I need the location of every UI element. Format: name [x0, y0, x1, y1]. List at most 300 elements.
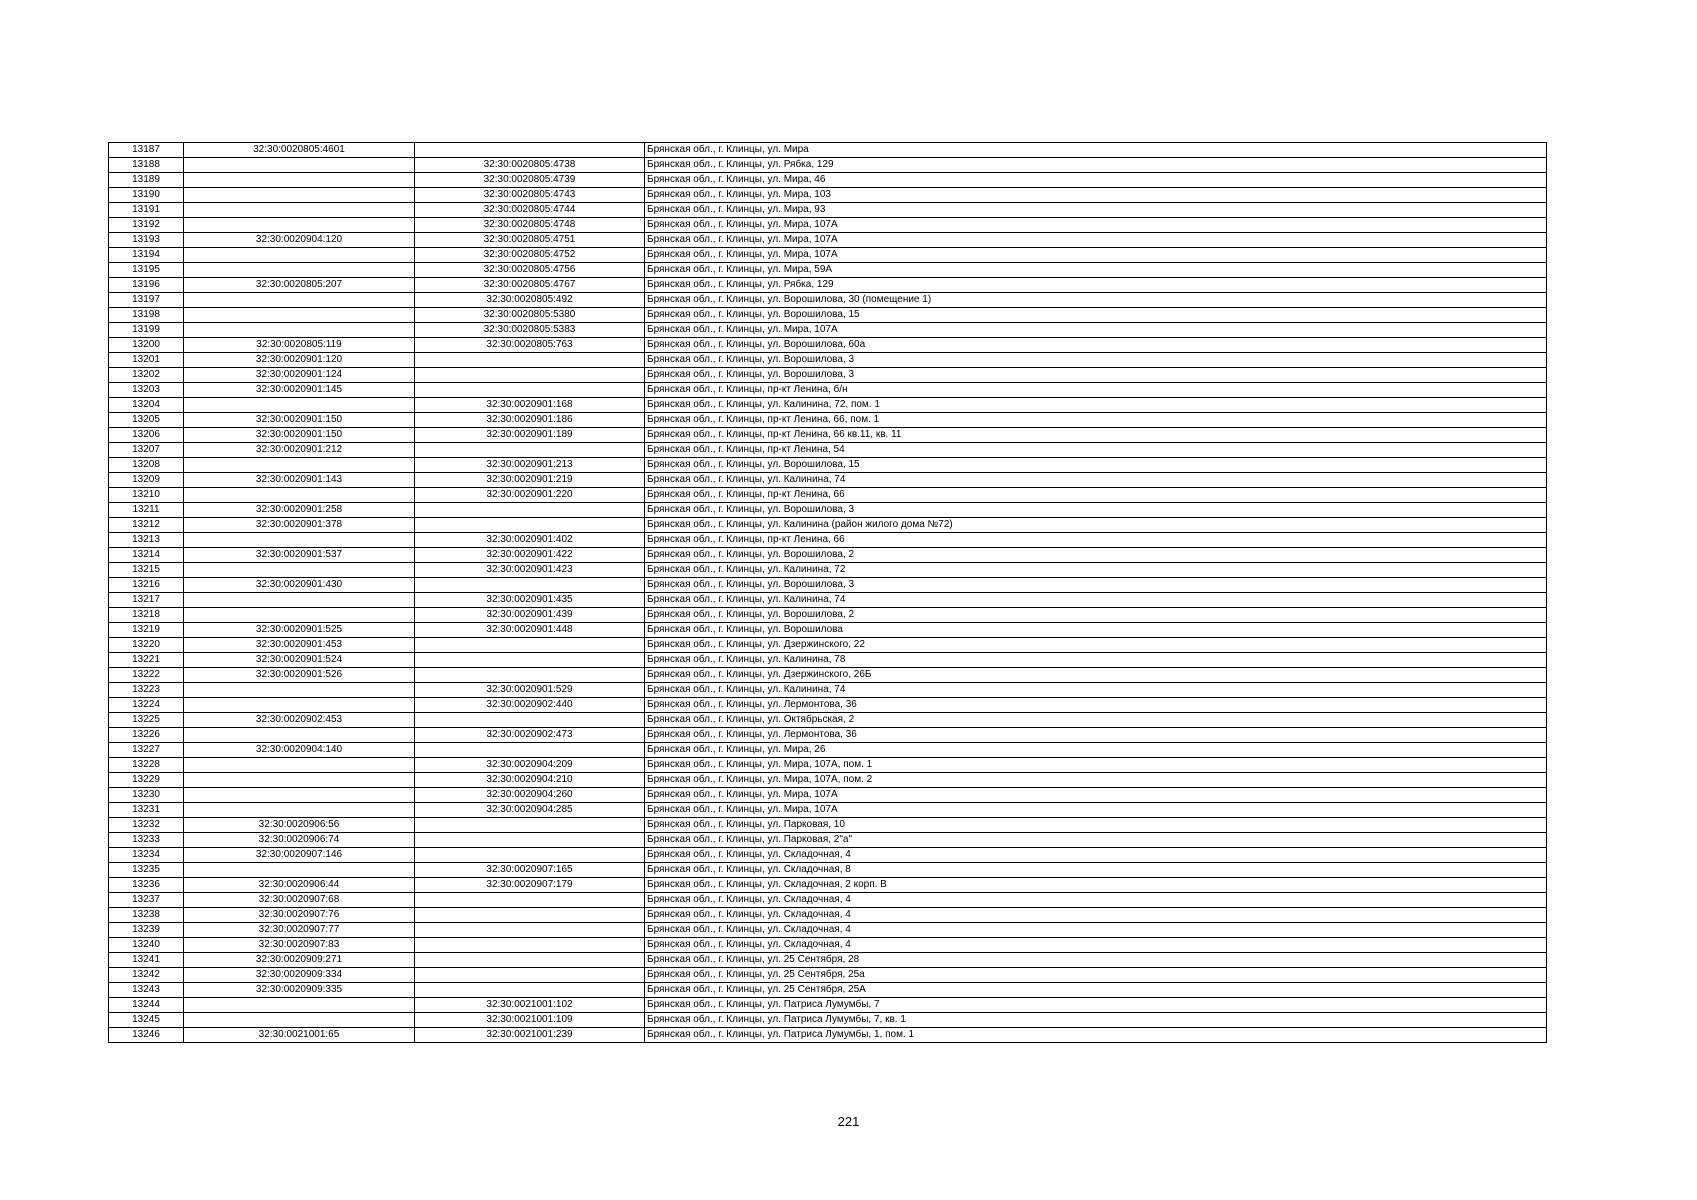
table-row [109, 788, 1547, 803]
cadastral-number-cell: 32:30:0020901:258 [184, 503, 415, 518]
address-cell: Брянская обл., г. Клинцы, ул. Складочная, 4 [645, 908, 1547, 923]
row-number-cell: 13236 [109, 878, 184, 893]
building-cadastral-number-cell: 32:30:0020805:763 [415, 338, 645, 353]
address-cell: Брянская обл., г. Клинцы, ул. 25 Сентября, 28 [645, 953, 1547, 968]
table-row [109, 713, 1547, 728]
address-cell: Брянская обл., г. Клинцы, пр-кт Ленина, 66 кв.11, кв. 11 [645, 428, 1547, 443]
building-cadastral-number-cell: 32:30:0020901:168 [415, 398, 645, 413]
building-cadastral-number-cell [415, 353, 645, 368]
table-row [109, 518, 1547, 533]
row-number-cell: 13219 [109, 623, 184, 638]
row-number-cell: 13225 [109, 713, 184, 728]
table-row [109, 278, 1547, 293]
cadastral-number-cell: 32:30:0020909:271 [184, 953, 415, 968]
address-cell: Брянская обл., г. Клинцы, ул. Мира, 107А [645, 788, 1547, 803]
address-cell: Брянская обл., г. Клинцы, ул. Калинина (район жилого дома №72) [645, 518, 1547, 533]
cadastral-number-cell: 32:30:0020906:56 [184, 818, 415, 833]
building-cadastral-number-cell: 32:30:0020907:179 [415, 878, 645, 893]
row-number-cell: 13228 [109, 758, 184, 773]
address-cell: Брянская обл., г. Клинцы, ул. Ворошилова, 3 [645, 368, 1547, 383]
building-cadastral-number-cell: 32:30:0021001:109 [415, 1013, 645, 1028]
row-number-cell: 13226 [109, 728, 184, 743]
table-row [109, 608, 1547, 623]
address-cell: Брянская обл., г. Клинцы, ул. 25 Сентября, 25а [645, 968, 1547, 983]
address-cell: Брянская обл., г. Клинцы, ул. Мира, 107А [645, 803, 1547, 818]
building-cadastral-number-cell: 32:30:0021001:102 [415, 998, 645, 1013]
address-cell: Брянская обл., г. Клинцы, ул. Ворошилова, 3 [645, 503, 1547, 518]
cadastral-number-cell [184, 173, 415, 188]
cadastral-number-cell: 32:30:0020901:430 [184, 578, 415, 593]
row-number-cell: 13201 [109, 353, 184, 368]
table-row [109, 233, 1547, 248]
cadastral-number-cell: 32:30:0020906:74 [184, 833, 415, 848]
address-cell: Брянская обл., г. Клинцы, ул. Октябрьская, 2 [645, 713, 1547, 728]
table-row [109, 323, 1547, 338]
cadastral-number-cell: 32:30:0020901:143 [184, 473, 415, 488]
cadastral-number-cell: 32:30:0020901:150 [184, 413, 415, 428]
page-number: 221 [837, 1114, 860, 1129]
building-cadastral-number-cell: 32:30:0020901:529 [415, 683, 645, 698]
cadastral-number-cell: 32:30:0020805:4601 [184, 143, 415, 158]
row-number-cell: 13217 [109, 593, 184, 608]
cadastral-number-cell [184, 758, 415, 773]
building-cadastral-number-cell [415, 443, 645, 458]
building-cadastral-number-cell [415, 818, 645, 833]
row-number-cell: 13244 [109, 998, 184, 1013]
address-cell: Брянская обл., г. Клинцы, ул. Патриса Лумумбы, 1, пом. 1 [645, 1028, 1547, 1043]
row-number-cell: 13230 [109, 788, 184, 803]
building-cadastral-number-cell: 32:30:0020907:165 [415, 863, 645, 878]
table-row [109, 443, 1547, 458]
table-row [109, 818, 1547, 833]
building-cadastral-number-cell: 32:30:0020902:440 [415, 698, 645, 713]
cadastral-number-cell: 32:30:0020805:207 [184, 278, 415, 293]
row-number-cell: 13221 [109, 653, 184, 668]
table-row [109, 353, 1547, 368]
table-row [109, 248, 1547, 263]
building-cadastral-number-cell [415, 953, 645, 968]
building-cadastral-number-cell: 32:30:0020805:492 [415, 293, 645, 308]
address-cell: Брянская обл., г. Клинцы, ул. Складочная, 8 [645, 863, 1547, 878]
building-cadastral-number-cell [415, 653, 645, 668]
cadastral-number-cell: 32:30:0020906:44 [184, 878, 415, 893]
cadastral-number-cell: 32:30:0020901:145 [184, 383, 415, 398]
table-row [109, 728, 1547, 743]
table-row [109, 473, 1547, 488]
cadastral-number-cell: 32:30:0020901:150 [184, 428, 415, 443]
address-cell: Брянская обл., г. Клинцы, ул. Ворошилова, 3 [645, 353, 1547, 368]
table-row [109, 938, 1547, 953]
table-row [109, 998, 1547, 1013]
cadastral-number-cell [184, 158, 415, 173]
cadastral-number-cell: 32:30:0020904:120 [184, 233, 415, 248]
table-row [109, 563, 1547, 578]
building-cadastral-number-cell [415, 368, 645, 383]
address-cell: Брянская обл., г. Клинцы, пр-кт Ленина, 54 [645, 443, 1547, 458]
address-cell: Брянская обл., г. Клинцы, ул. Складочная, 4 [645, 893, 1547, 908]
building-cadastral-number-cell: 32:30:0020904:285 [415, 803, 645, 818]
cadastral-number-cell: 32:30:0020907:146 [184, 848, 415, 863]
address-cell: Брянская обл., г. Клинцы, пр-кт Ленина, 66 [645, 488, 1547, 503]
table-row [109, 458, 1547, 473]
building-cadastral-number-cell [415, 968, 645, 983]
cadastral-number-cell [184, 788, 415, 803]
row-number-cell: 13234 [109, 848, 184, 863]
cadastral-number-cell [184, 248, 415, 263]
address-cell: Брянская обл., г. Клинцы, ул. Мира, 26 [645, 743, 1547, 758]
cadastral-number-cell [184, 863, 415, 878]
building-cadastral-number-cell: 32:30:0020901:213 [415, 458, 645, 473]
cadastral-number-cell [184, 563, 415, 578]
table-row [109, 698, 1547, 713]
building-cadastral-number-cell: 32:30:0020805:4756 [415, 263, 645, 278]
cadastral-number-cell [184, 263, 415, 278]
cadastral-number-cell: 32:30:0020902:453 [184, 713, 415, 728]
building-cadastral-number-cell: 32:30:0020805:4744 [415, 203, 645, 218]
cadastral-number-cell [184, 683, 415, 698]
address-cell: Брянская обл., г. Клинцы, ул. Складочная, 4 [645, 938, 1547, 953]
row-number-cell: 13211 [109, 503, 184, 518]
cadastral-number-cell [184, 773, 415, 788]
cadastral-number-cell [184, 533, 415, 548]
cadastral-number-cell [184, 488, 415, 503]
address-cell: Брянская обл., г. Клинцы, ул. Калинина, 78 [645, 653, 1547, 668]
cadastral-number-cell: 32:30:0020901:378 [184, 518, 415, 533]
address-cell: Брянская обл., г. Клинцы, ул. Калинина, 72, пом. 1 [645, 398, 1547, 413]
table-row [109, 488, 1547, 503]
table-row [109, 833, 1547, 848]
row-number-cell: 13238 [109, 908, 184, 923]
table-row [109, 848, 1547, 863]
building-cadastral-number-cell [415, 503, 645, 518]
cadastral-number-cell [184, 203, 415, 218]
row-number-cell: 13197 [109, 293, 184, 308]
building-cadastral-number-cell [415, 578, 645, 593]
building-cadastral-number-cell: 32:30:0020901:189 [415, 428, 645, 443]
table-row [109, 743, 1547, 758]
building-cadastral-number-cell [415, 923, 645, 938]
table-row [109, 293, 1547, 308]
address-cell: Брянская обл., г. Клинцы, ул. Дзержинского, 22 [645, 638, 1547, 653]
table-row [109, 413, 1547, 428]
table-row [109, 338, 1547, 353]
building-cadastral-number-cell [415, 983, 645, 998]
building-cadastral-number-cell: 32:30:0020901:448 [415, 623, 645, 638]
cadastral-number-cell: 32:30:0020901:453 [184, 638, 415, 653]
address-cell: Брянская обл., г. Клинцы, пр-кт Ленина, 66, пом. 1 [645, 413, 1547, 428]
row-number-cell: 13191 [109, 203, 184, 218]
address-cell: Брянская обл., г. Клинцы, ул. Калинина, 74 [645, 593, 1547, 608]
table-row [109, 923, 1547, 938]
table-row [109, 908, 1547, 923]
building-cadastral-number-cell [415, 143, 645, 158]
table-row [109, 968, 1547, 983]
address-cell: Брянская обл., г. Клинцы, ул. Калинина, 72 [645, 563, 1547, 578]
table-row [109, 668, 1547, 683]
cadastral-number-cell [184, 608, 415, 623]
address-cell: Брянская обл., г. Клинцы, ул. Рябка, 129 [645, 278, 1547, 293]
cadastral-number-cell: 32:30:0020901:124 [184, 368, 415, 383]
row-number-cell: 13216 [109, 578, 184, 593]
table-row [109, 503, 1547, 518]
row-number-cell: 13209 [109, 473, 184, 488]
cadastral-number-cell: 32:30:0020907:68 [184, 893, 415, 908]
address-cell: Брянская обл., г. Клинцы, ул. Мира, 46 [645, 173, 1547, 188]
table-row [109, 878, 1547, 893]
row-number-cell: 13231 [109, 803, 184, 818]
table-row [109, 368, 1547, 383]
row-number-cell: 13246 [109, 1028, 184, 1043]
building-cadastral-number-cell [415, 938, 645, 953]
address-cell: Брянская обл., г. Клинцы, ул. Ворошилова, 30 (помещение 1) [645, 293, 1547, 308]
building-cadastral-number-cell: 32:30:0020805:4752 [415, 248, 645, 263]
cadastral-number-cell: 32:30:0021001:65 [184, 1028, 415, 1043]
building-cadastral-number-cell: 32:30:0020805:4743 [415, 188, 645, 203]
row-number-cell: 13206 [109, 428, 184, 443]
building-cadastral-number-cell: 32:30:0020805:5383 [415, 323, 645, 338]
table-row [109, 653, 1547, 668]
address-cell: Брянская обл., г. Клинцы, ул. Ворошилова, 60а [645, 338, 1547, 353]
cadastral-number-cell [184, 998, 415, 1013]
row-number-cell: 13193 [109, 233, 184, 248]
row-number-cell: 13213 [109, 533, 184, 548]
table-row [109, 143, 1547, 158]
row-number-cell: 13240 [109, 938, 184, 953]
cadastral-number-cell [184, 593, 415, 608]
building-cadastral-number-cell: 32:30:0020901:422 [415, 548, 645, 563]
building-cadastral-number-cell: 32:30:0021001:239 [415, 1028, 645, 1043]
row-number-cell: 13195 [109, 263, 184, 278]
table-row [109, 638, 1547, 653]
cadastral-number-cell [184, 308, 415, 323]
row-number-cell: 13235 [109, 863, 184, 878]
address-cell: Брянская обл., г. Клинцы, ул. Складочная, 4 [645, 923, 1547, 938]
address-cell: Брянская обл., г. Клинцы, ул. Складочная, 4 [645, 848, 1547, 863]
row-number-cell: 13245 [109, 1013, 184, 1028]
table-row [109, 593, 1547, 608]
cadastral-number-cell [184, 293, 415, 308]
address-cell: Брянская обл., г. Клинцы, ул. Рябка, 129 [645, 158, 1547, 173]
address-cell: Брянская обл., г. Клинцы, ул. Патриса Лумумбы, 7 [645, 998, 1547, 1013]
table-row [109, 983, 1547, 998]
cadastral-number-cell: 32:30:0020909:334 [184, 968, 415, 983]
registry-table-body [109, 143, 1547, 1043]
row-number-cell: 13215 [109, 563, 184, 578]
building-cadastral-number-cell [415, 638, 645, 653]
building-cadastral-number-cell: 32:30:0020901:423 [415, 563, 645, 578]
table-row [109, 398, 1547, 413]
cadastral-number-cell: 32:30:0020907:77 [184, 923, 415, 938]
address-cell: Брянская обл., г. Клинцы, ул. Мира, 103 [645, 188, 1547, 203]
building-cadastral-number-cell [415, 848, 645, 863]
table-row [109, 1013, 1547, 1028]
table-row [109, 218, 1547, 233]
address-cell: Брянская обл., г. Клинцы, ул. Парковая, 10 [645, 818, 1547, 833]
building-cadastral-number-cell: 32:30:0020805:4739 [415, 173, 645, 188]
row-number-cell: 13194 [109, 248, 184, 263]
row-number-cell: 13242 [109, 968, 184, 983]
row-number-cell: 13200 [109, 338, 184, 353]
row-number-cell: 13189 [109, 173, 184, 188]
address-cell: Брянская обл., г. Клинцы, ул. 25 Сентября, 25А [645, 983, 1547, 998]
table-row [109, 893, 1547, 908]
building-cadastral-number-cell: 32:30:0020901:186 [415, 413, 645, 428]
row-number-cell: 13243 [109, 983, 184, 998]
address-cell: Брянская обл., г. Клинцы, ул. Мира, 59А [645, 263, 1547, 278]
building-cadastral-number-cell: 32:30:0020805:4751 [415, 233, 645, 248]
row-number-cell: 13214 [109, 548, 184, 563]
address-cell: Брянская обл., г. Клинцы, ул. Ворошилова, 2 [645, 608, 1547, 623]
row-number-cell: 13203 [109, 383, 184, 398]
table-row [109, 683, 1547, 698]
address-cell: Брянская обл., г. Клинцы, ул. Калинина, 74 [645, 683, 1547, 698]
table-row [109, 1028, 1547, 1043]
address-cell: Брянская обл., г. Клинцы, ул. Мира [645, 143, 1547, 158]
table-row [109, 758, 1547, 773]
address-cell: Брянская обл., г. Клинцы, ул. Мира, 93 [645, 203, 1547, 218]
address-cell: Брянская обл., г. Клинцы, ул. Ворошилова, 15 [645, 308, 1547, 323]
cadastral-number-cell: 32:30:0020901:120 [184, 353, 415, 368]
building-cadastral-number-cell [415, 908, 645, 923]
table-row [109, 533, 1547, 548]
address-cell: Брянская обл., г. Клинцы, ул. Мира, 107А, пом. 1 [645, 758, 1547, 773]
row-number-cell: 13202 [109, 368, 184, 383]
table-row [109, 773, 1547, 788]
row-number-cell: 13188 [109, 158, 184, 173]
row-number-cell: 13241 [109, 953, 184, 968]
table-row [109, 308, 1547, 323]
table-row [109, 548, 1547, 563]
cadastral-number-cell [184, 398, 415, 413]
table-row [109, 953, 1547, 968]
row-number-cell: 13227 [109, 743, 184, 758]
building-cadastral-number-cell: 32:30:0020805:4767 [415, 278, 645, 293]
building-cadastral-number-cell: 32:30:0020904:209 [415, 758, 645, 773]
cadastral-number-cell: 32:30:0020909:335 [184, 983, 415, 998]
cadastral-number-cell: 32:30:0020907:76 [184, 908, 415, 923]
building-cadastral-number-cell: 32:30:0020901:435 [415, 593, 645, 608]
address-cell: Брянская обл., г. Клинцы, ул. Парковая, 2"а" [645, 833, 1547, 848]
row-number-cell: 13220 [109, 638, 184, 653]
address-cell: Брянская обл., г. Клинцы, ул. Ворошилова, 2 [645, 548, 1547, 563]
row-number-cell: 13237 [109, 893, 184, 908]
row-number-cell: 13233 [109, 833, 184, 848]
cadastral-number-cell [184, 218, 415, 233]
address-cell: Брянская обл., г. Клинцы, пр-кт Ленина, 66 [645, 533, 1547, 548]
address-cell: Брянская обл., г. Клинцы, ул. Лермонтова, 36 [645, 728, 1547, 743]
building-cadastral-number-cell [415, 713, 645, 728]
building-cadastral-number-cell [415, 893, 645, 908]
cadastral-number-cell: 32:30:0020901:525 [184, 623, 415, 638]
building-cadastral-number-cell: 32:30:0020901:219 [415, 473, 645, 488]
table-row [109, 173, 1547, 188]
building-cadastral-number-cell: 32:30:0020901:220 [415, 488, 645, 503]
building-cadastral-number-cell: 32:30:0020904:210 [415, 773, 645, 788]
address-cell: Брянская обл., г. Клинцы, ул. Ворошилова, 15 [645, 458, 1547, 473]
row-number-cell: 13222 [109, 668, 184, 683]
address-cell: Брянская обл., г. Клинцы, ул. Патриса Лумумбы, 7, кв. 1 [645, 1013, 1547, 1028]
table-row [109, 158, 1547, 173]
table-row [109, 623, 1547, 638]
building-cadastral-number-cell: 32:30:0020805:4748 [415, 218, 645, 233]
cadastral-number-cell [184, 323, 415, 338]
cadastral-number-cell: 32:30:0020907:83 [184, 938, 415, 953]
address-cell: Брянская обл., г. Клинцы, ул. Ворошилова, 3 [645, 578, 1547, 593]
registry-table [108, 142, 1547, 1043]
building-cadastral-number-cell [415, 668, 645, 683]
row-number-cell: 13232 [109, 818, 184, 833]
building-cadastral-number-cell: 32:30:0020805:4738 [415, 158, 645, 173]
address-cell: Брянская обл., г. Клинцы, пр-кт Ленина, б/н [645, 383, 1547, 398]
row-number-cell: 13212 [109, 518, 184, 533]
building-cadastral-number-cell [415, 518, 645, 533]
cadastral-number-cell [184, 698, 415, 713]
building-cadastral-number-cell: 32:30:0020904:260 [415, 788, 645, 803]
row-number-cell: 13210 [109, 488, 184, 503]
table-row [109, 263, 1547, 278]
cadastral-number-cell [184, 458, 415, 473]
row-number-cell: 13199 [109, 323, 184, 338]
row-number-cell: 13218 [109, 608, 184, 623]
row-number-cell: 13196 [109, 278, 184, 293]
table-row [109, 578, 1547, 593]
cadastral-number-cell: 32:30:0020901:524 [184, 653, 415, 668]
building-cadastral-number-cell: 32:30:0020901:402 [415, 533, 645, 548]
building-cadastral-number-cell [415, 743, 645, 758]
row-number-cell: 13190 [109, 188, 184, 203]
building-cadastral-number-cell [415, 383, 645, 398]
cadastral-number-cell: 32:30:0020805:119 [184, 338, 415, 353]
row-number-cell: 13208 [109, 458, 184, 473]
row-number-cell: 13223 [109, 683, 184, 698]
address-cell: Брянская обл., г. Клинцы, ул. Калинина, 74 [645, 473, 1547, 488]
cadastral-number-cell: 32:30:0020901:526 [184, 668, 415, 683]
building-cadastral-number-cell [415, 833, 645, 848]
address-cell: Брянская обл., г. Клинцы, ул. Мира, 107А, пом. 2 [645, 773, 1547, 788]
row-number-cell: 13207 [109, 443, 184, 458]
row-number-cell: 13198 [109, 308, 184, 323]
cadastral-number-cell [184, 1013, 415, 1028]
row-number-cell: 13224 [109, 698, 184, 713]
address-cell: Брянская обл., г. Клинцы, ул. Мира, 107А [645, 323, 1547, 338]
table-row [109, 188, 1547, 203]
address-cell: Брянская обл., г. Клинцы, ул. Мира, 107А [645, 248, 1547, 263]
cadastral-number-cell: 32:30:0020901:212 [184, 443, 415, 458]
row-number-cell: 13239 [109, 923, 184, 938]
row-number-cell: 13187 [109, 143, 184, 158]
building-cadastral-number-cell: 32:30:0020902:473 [415, 728, 645, 743]
table-row [109, 203, 1547, 218]
address-cell: Брянская обл., г. Клинцы, ул. Мира, 107А [645, 233, 1547, 248]
cadastral-number-cell [184, 728, 415, 743]
row-number-cell: 13204 [109, 398, 184, 413]
address-cell: Брянская обл., г. Клинцы, ул. Дзержинского, 26Б [645, 668, 1547, 683]
table-row [109, 803, 1547, 818]
table-row [109, 383, 1547, 398]
address-cell: Брянская обл., г. Клинцы, ул. Складочная, 2 корп. В [645, 878, 1547, 893]
row-number-cell: 13192 [109, 218, 184, 233]
cadastral-number-cell [184, 188, 415, 203]
address-cell: Брянская обл., г. Клинцы, ул. Лермонтова, 36 [645, 698, 1547, 713]
cadastral-number-cell: 32:30:0020904:140 [184, 743, 415, 758]
cadastral-number-cell [184, 803, 415, 818]
row-number-cell: 13229 [109, 773, 184, 788]
building-cadastral-number-cell: 32:30:0020805:5380 [415, 308, 645, 323]
building-cadastral-number-cell: 32:30:0020901:439 [415, 608, 645, 623]
address-cell: Брянская обл., г. Клинцы, ул. Ворошилова [645, 623, 1547, 638]
table-row [109, 428, 1547, 443]
cadastral-number-cell: 32:30:0020901:537 [184, 548, 415, 563]
